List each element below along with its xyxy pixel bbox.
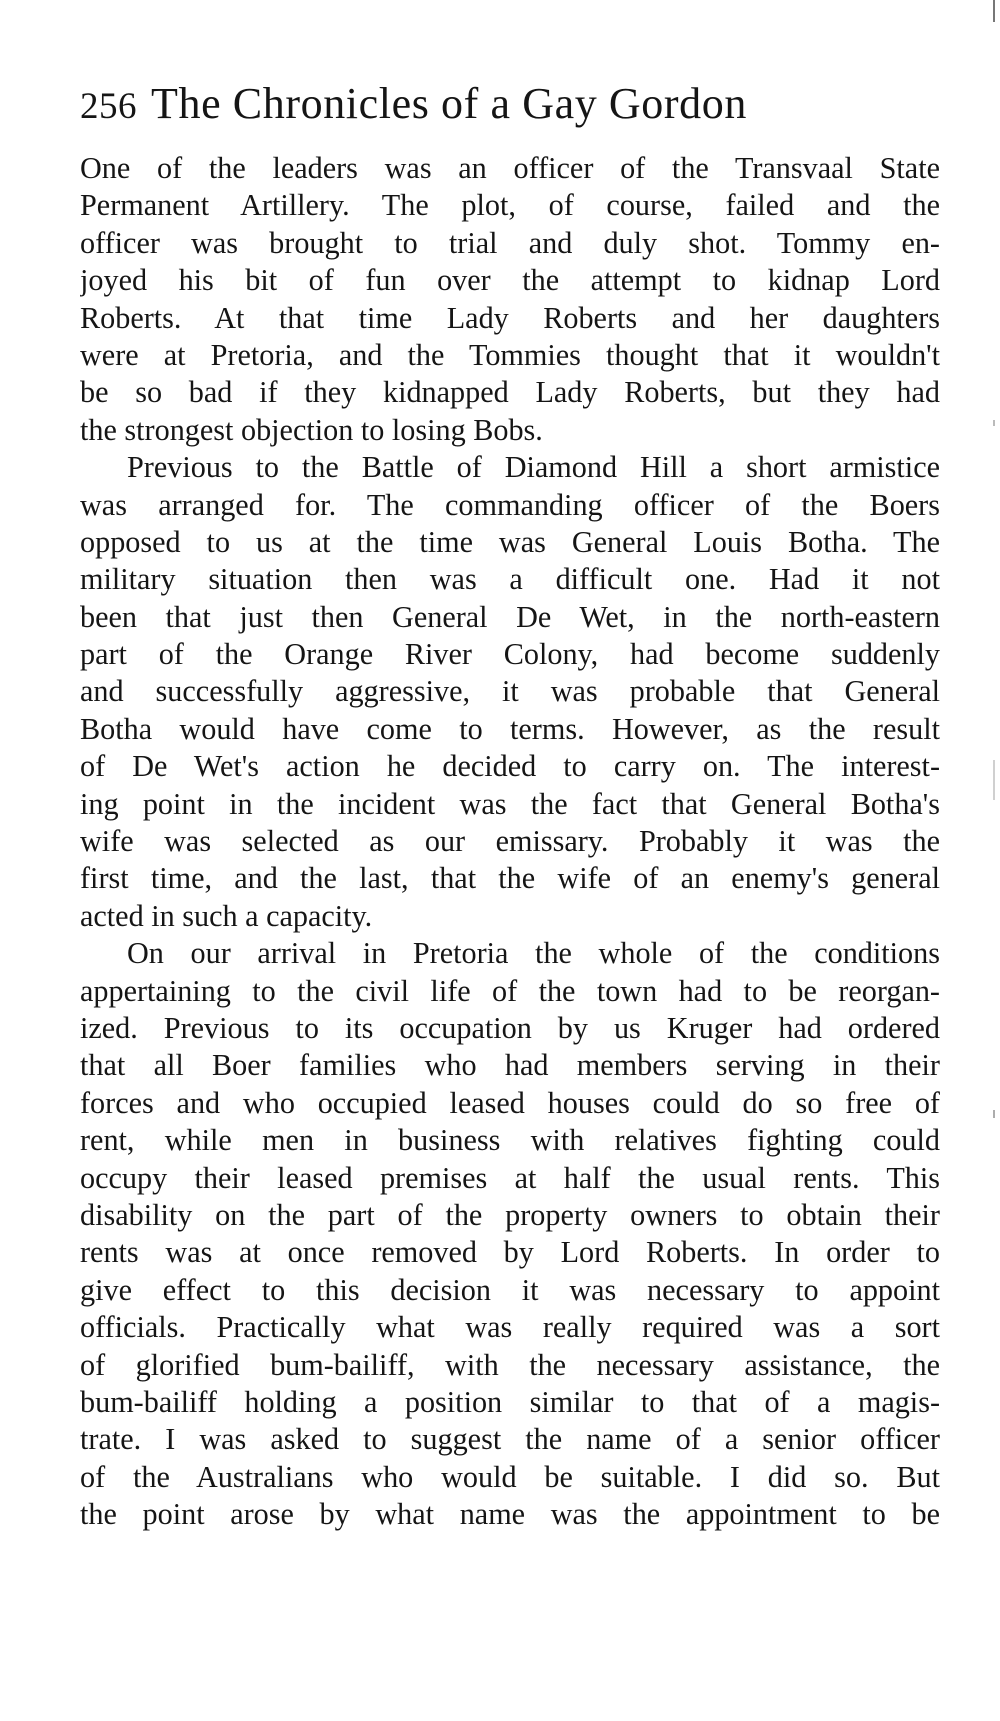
scan-edge-mark bbox=[993, 760, 995, 800]
text-line: officials. Practically what was really required was a sort bbox=[80, 1310, 940, 1345]
text-line: was arranged for. The commanding officer of the Boers bbox=[80, 487, 940, 522]
text-line: that all Boer families who had members serving in their bbox=[80, 1048, 940, 1083]
text-line: disability on the part of the property owners to obtain their bbox=[80, 1197, 940, 1232]
page-number: 256 bbox=[80, 86, 137, 127]
text-line: of the Australians who would be suitable. I did so. But bbox=[80, 1459, 940, 1494]
text-line: of De Wet's action he decided to carry on. The interest- bbox=[80, 749, 940, 784]
text-line: appertaining to the civil life of the town had to be reorgan- bbox=[80, 973, 940, 1008]
text-line: and successfully aggressive, it was probable that General bbox=[80, 674, 940, 709]
text-line: be so bad if they kidnapped Lady Roberts, but they had bbox=[80, 375, 940, 410]
text-line: Permanent Artillery. The plot, of course, failed and the bbox=[80, 188, 940, 223]
scan-edge-mark bbox=[993, 0, 995, 22]
body-text bbox=[80, 150, 940, 1533]
scan-edge-mark bbox=[993, 420, 995, 426]
text-line: the point arose by what name was the appointment to be bbox=[80, 1497, 940, 1532]
scan-edge-mark bbox=[993, 1110, 995, 1118]
text-line: first time, and the last, that the wife of an enemy's general bbox=[80, 861, 940, 896]
paragraph bbox=[80, 150, 940, 449]
text-line: occupy their leased premises at half the usual rents. This bbox=[80, 1160, 940, 1195]
paragraph bbox=[80, 935, 940, 1533]
text-line: One of the leaders was an officer of the Transvaal State bbox=[80, 151, 940, 185]
text-line: rents was at once removed by Lord Roberts. In order to bbox=[80, 1235, 940, 1270]
text-line: Previous to the Battle of Diamond Hill a short armistice bbox=[127, 450, 940, 485]
text-line: Botha would have come to terms. However, as the result bbox=[80, 711, 940, 746]
text-line: the strongest objection to losing Bobs. bbox=[80, 412, 543, 447]
text-line: of glorified bum-bailiff, with the necessary assistance, the bbox=[80, 1347, 940, 1382]
text-line: give effect to this decision it was necessary to appoint bbox=[80, 1272, 940, 1307]
paragraph bbox=[80, 449, 940, 935]
text-line: wife was selected as our emissary. Probably it was the bbox=[80, 824, 940, 859]
text-line: On our arrival in Pretoria the whole of the conditions bbox=[127, 936, 940, 971]
text-line: Roberts. At that time Lady Roberts and her daughters bbox=[80, 300, 940, 335]
text-line: part of the Orange River Colony, had become suddenly bbox=[80, 637, 940, 672]
text-line: were at Pretoria, and the Tommies thought that it wouldn't bbox=[80, 337, 940, 372]
text-line: acted in such a capacity. bbox=[80, 898, 373, 933]
text-line: bum-bailiff holding a position similar to that of a magis- bbox=[80, 1384, 940, 1419]
text-line: ing point in the incident was the fact that General Botha's bbox=[80, 786, 940, 821]
text-line: military situation then was a difficult one. Had it not bbox=[80, 562, 940, 597]
page-header bbox=[80, 78, 940, 138]
text-line: ized. Previous to its occupation by us Kruger had ordered bbox=[80, 1010, 940, 1045]
text-line: been that just then General De Wet, in the north-eastern bbox=[80, 599, 940, 634]
text-line: trate. I was asked to suggest the name of a senior officer bbox=[80, 1422, 940, 1457]
running-title: The Chronicles of a Gay Gordon bbox=[151, 79, 747, 128]
text-line: rent, while men in business with relatives fighting could bbox=[80, 1123, 940, 1158]
text-line: officer was brought to trial and duly shot. Tommy en- bbox=[80, 225, 940, 260]
text-line: joyed his bit of fun over the attempt to kidnap Lord bbox=[80, 263, 940, 298]
text-line: opposed to us at the time was General Louis Botha. The bbox=[80, 524, 940, 559]
text-line: forces and who occupied leased houses could do so free of bbox=[80, 1085, 940, 1120]
